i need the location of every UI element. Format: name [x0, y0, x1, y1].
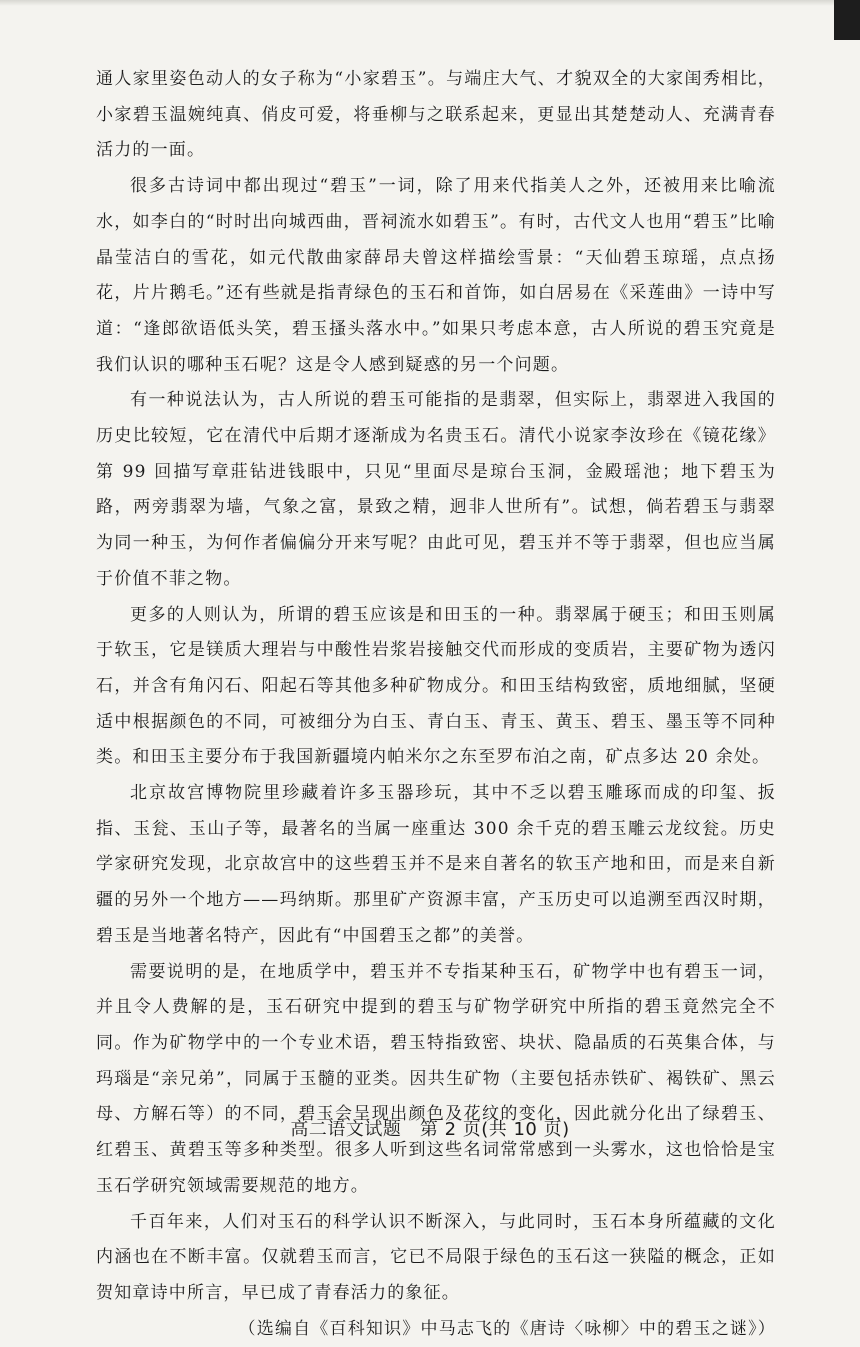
page-footer: 高二语文试题 第 2 页(共 10 页) [290, 1119, 570, 1140]
scan-corner-mark [834, 0, 860, 40]
paragraph-palace-museum: 北京故宫博物院里珍藏着许多玉器珍玩，其中不乏以碧玉雕琢而成的印玺、扳指、玉瓮、玉山子等，最著名的当属一座重达 300 余千克的碧玉雕云龙纹瓮。历史学家研究发现，北京故宫中的这些碧玉并不是来自著名的软玉产地和田，而是来自新疆的另外一个地方——玛纳斯。那里矿产资源丰富，产玉历史可以追溯至西汉时期，碧玉是当地著名特产，因此有“中国碧玉之都”的美誉。 [96, 783, 776, 946]
article-body [96, 62, 776, 1347]
source-citation: （选编自《百科知识》中马志飞的《唐诗〈咏柳〉中的碧玉之谜》） [238, 1318, 776, 1339]
paragraph-jadeite-theory: 有一种说法认为，古人所说的碧玉可能指的是翡翠，但实际上，翡翠进入我国的历史比较短，它在清代中后期才逐渐成为名贵玉石。清代小说家李汝珍在《镜花缘》第 99 回描写章莊钻进钱眼中，只见“里面尽是琼台玉洞，金殿瑶池；地下碧玉为路，两旁翡翠为墙，气象之富，景致之精，迥非人世所有”。试想，倘若碧玉与翡翠为同一种玉，为何作者偏偏分开来写呢？由此可见，碧玉并不等于翡翠，但也应当属于价值不菲之物。 [96, 390, 776, 589]
paragraph-geology: 需要说明的是，在地质学中，碧玉并不专指某种玉石，矿物学中也有碧玉一词，并且令人费解的是，玉石研究中提到的碧玉与矿物学研究中所指的碧玉竟然完全不同。作为矿物学中的一个专业术语，碧玉特指致密、块状、隐晶质的石英集合体，与玛瑙是“亲兄弟”，同属于玉髓的亚类。因共生矿物（主要包括赤铁矿、褐铁矿、黑云母、方解石等）的不同，碧玉会呈现出颜色及花纹的变化，因此就分化出了绿碧玉、红碧玉、黄碧玉等多种类型。很多人听到这些名词常常感到一头雾水，这也恰恰是宝玉石学研究领域需要规范的地方。 [96, 961, 776, 1196]
paragraph-poetry-meanings: 很多古诗词中都出现过“碧玉”一词，除了用来代指美人之外，还被用来比喻流水，如李白的“时时出向城西曲，晋祠流水如碧玉”。有时，古代文人也用“碧玉”比喻晶莹洁白的雪花，如元代散曲家薛昂夫曾这样描绘雪景：“天仙碧玉琼瑶，点点扬花，片片鹅毛。”还有些就是指青绿色的玉石和首饰，如白居易在《采莲曲》一诗中写道：“逢郎欲语低头笑，碧玉搔头落水中。”如果只考虑本意，古人所说的碧玉究竟是我们认识的哪种玉石呢？这是令人感到疑惑的另一个问题。 [96, 176, 776, 375]
paragraph-hetian-theory: 更多的人则认为，所谓的碧玉应该是和田玉的一种。翡翠属于硬玉；和田玉则属于软玉，它是镁质大理岩与中酸性岩浆岩接触交代而形成的变质岩，主要矿物为透闪石，并含有角闪石、阳起石等其他多种矿物成分。和田玉结构致密，质地细腻，坚硬适中根据颜色的不同，可被细分为白玉、青白玉、青玉、黄玉、碧玉、墨玉等不同种类。和田玉主要分布于我国新疆境内帕米尔之东至罗布泊之南，矿点多达 20 余处。 [96, 604, 776, 768]
scan-shadow [0, 0, 860, 6]
paragraph-conclusion: 千百年来，人们对玉石的科学认识不断深入，与此同时，玉石本身所蕴藏的文化内涵也在不断丰富。仅就碧玉而言，它已不局限于绿色的玉石这一狭隘的概念，正如贺知章诗中所言，早已成了青春活力的象征。 [96, 1211, 776, 1303]
paragraph-continuation: 通人家里姿色动人的女子称为“小家碧玉”。与端庄大气、才貌双全的大家闺秀相比，小家碧玉温婉纯真、俏皮可爱，将垂柳与之联系起来，更显出其楚楚动人、充满青春活力的一面。 [96, 69, 776, 161]
